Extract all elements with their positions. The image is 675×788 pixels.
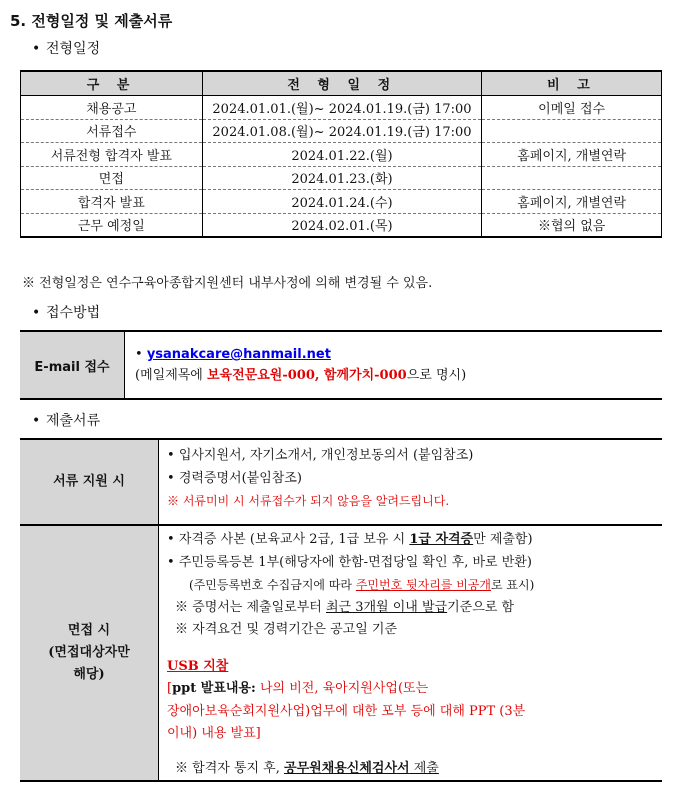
docs-warning-note: ※ 서류미비 시 서류접수가 되지 않음을 알려드립니다. — [167, 494, 450, 508]
subsection-method — [32, 302, 100, 322]
bullet-icon: • — [32, 41, 41, 57]
ppt-bracket: [ — [167, 681, 173, 696]
subsection-documents — [32, 410, 100, 430]
table-row — [20, 331, 662, 399]
final-note-text: ※ 합격자 통지 후, — [175, 760, 285, 776]
table-cell: 서류전형 합격자 발표 — [21, 143, 203, 167]
table-row — [21, 96, 662, 120]
bullet-icon: • — [167, 532, 175, 547]
subsection-schedule — [32, 38, 100, 58]
bullet-icon: • — [32, 305, 41, 321]
table-cell: 2024.01.01.(월)~ 2024.01.19.(금) 17:00 — [202, 96, 482, 120]
table-cell: ※협의 없음 — [482, 213, 662, 237]
ppt-text: 이내) 내용 발표] — [167, 726, 261, 741]
docs-content-application — [159, 439, 663, 525]
section-heading: 5. 전형일정 및 제출서류 — [10, 12, 173, 30]
table-cell: 서류접수 — [21, 119, 203, 143]
table-cell: 채용공고 — [21, 96, 203, 120]
table-header: 비 고 — [482, 71, 662, 96]
schedule-table — [20, 70, 662, 238]
email-table — [20, 330, 662, 400]
table-cell: 근무 예정일 — [21, 213, 203, 237]
docs-label-interview — [20, 525, 159, 781]
docs-label-interview-line: 면접 시 — [67, 623, 111, 638]
docs-label-interview-line: (면접대상자만 — [48, 645, 130, 660]
table-cell: 홈페이지, 개별연락 — [482, 143, 662, 167]
table-row — [20, 525, 662, 781]
resident-text: 주민등록등본 1부(해당자에 한함-면접당일 확인 후, 바로 반환) — [178, 554, 532, 570]
privacy-emphasis: 주민번호 뒷자리를 비공개 — [355, 578, 491, 592]
table-header: 구 분 — [21, 71, 203, 96]
table-row — [21, 190, 662, 214]
bullet-icon: • — [167, 470, 175, 486]
table-cell: 2024.01.08.(월)~ 2024.01.19.(금) 17:00 — [202, 119, 482, 143]
table-row — [21, 143, 662, 167]
bullet-icon: • — [32, 413, 41, 429]
qualification-note: ※ 자격요건 및 경력기간은 공고일 기준 — [175, 622, 398, 637]
documents-table — [20, 438, 662, 782]
cert-text-end: 만 제출함) — [473, 532, 533, 547]
email-link[interactable]: ysanakcare@hanmail.net — [146, 347, 331, 362]
table-cell — [482, 166, 662, 190]
ppt-text: 나의 비전, 육아지원사업(또는 — [255, 681, 429, 696]
subsection-schedule-label: 전형일정 — [46, 41, 101, 57]
email-subject-suffix: 으로 명시) — [406, 368, 467, 383]
email-content — [125, 331, 663, 399]
final-note-text-end: 제출 — [409, 760, 439, 776]
list-item: 경력증명서(붙임참조) — [178, 470, 302, 486]
cert-text: 자격증 사본 (보육교사 2급, 1급 보유 시 — [178, 532, 410, 547]
table-cell: 2024.01.22.(월) — [202, 143, 482, 167]
table-cell: 2024.01.24.(수) — [202, 190, 482, 214]
table-header: 전 형 일 정 — [202, 71, 482, 96]
final-note-emphasis: 공무원채용신체검사서 — [284, 760, 410, 776]
schedule-note: ※ 전형일정은 연수구육아종합지원센터 내부사정에 의해 변경될 수 있음. — [22, 276, 433, 291]
list-item: 입사지원서, 자기소개서, 개인정보동의서 (붙임참조) — [178, 448, 474, 463]
bullet-icon: • — [167, 448, 175, 463]
proof-text: ※ 증명서는 제출일로부터 — [175, 599, 326, 615]
proof-text-end: 기준으로 함 — [447, 599, 515, 615]
table-cell: 홈페이지, 개별연락 — [482, 190, 662, 214]
subsection-method-label: 접수방법 — [46, 305, 101, 321]
docs-label-application: 서류 지원 시 — [20, 439, 159, 525]
table-row — [20, 439, 662, 525]
bullet-icon: • — [167, 554, 175, 570]
table-row — [21, 213, 662, 237]
docs-label-interview-line: 해당) — [73, 667, 105, 682]
email-subject-format: 보육전문요원-000, 함께가치-000 — [207, 368, 407, 383]
table-cell: 이메일 접수 — [482, 96, 662, 120]
privacy-text-end: 로 표시) — [490, 578, 535, 592]
table-cell: 합격자 발표 — [21, 190, 203, 214]
privacy-text: (주민등록번호 수집금지에 따라 — [189, 578, 356, 592]
email-label: E-mail 접수 — [20, 331, 125, 399]
ppt-label: ppt 발표내용: — [172, 681, 256, 696]
table-header-row — [21, 71, 662, 96]
table-row — [21, 166, 662, 190]
table-cell: 2024.02.01.(목) — [202, 213, 482, 237]
table-cell: 면접 — [21, 166, 203, 190]
subsection-documents-label: 제출서류 — [46, 413, 101, 429]
cert-emphasis: 1급 자격증 — [409, 532, 474, 547]
bullet-icon: • — [135, 347, 143, 362]
ppt-text: 장애아보육순회지원사업)업무에 대한 포부 등에 대해 PPT (3분 — [167, 703, 526, 719]
docs-content-interview — [159, 525, 663, 781]
table-cell — [482, 119, 662, 143]
email-subject-prefix: (메일제목에 — [135, 368, 207, 383]
proof-emphasis: 최근 3개월 이내 발급 — [325, 599, 448, 615]
usb-note: USB 지참 — [167, 658, 229, 674]
table-row — [21, 119, 662, 143]
table-cell: 2024.01.23.(화) — [202, 166, 482, 190]
